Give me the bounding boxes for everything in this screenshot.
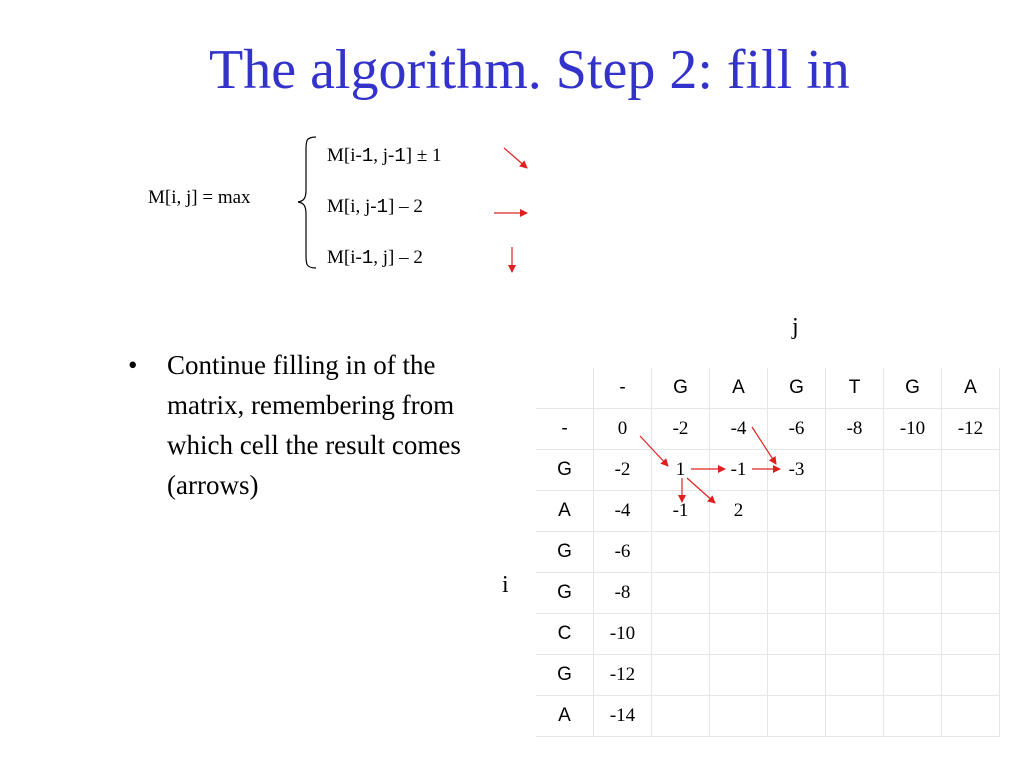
formula-lhs: M[i, j] = max (148, 187, 251, 208)
matrix-cell: -12 (942, 409, 1000, 450)
matrix-cell: -10 (594, 614, 652, 655)
formula-case-diagonal: M[i-1, j-1] ± 1 (327, 145, 442, 167)
matrix-cell: -4 (710, 409, 768, 450)
matrix-row-label: A (536, 491, 594, 532)
traceback-arrow-diag-1 (640, 436, 668, 466)
slide-title: The algorithm. Step 2: fill in (209, 39, 850, 101)
bullet-text: Continue filling in of the matrix, remembering from which cell the result comes (arrows) (167, 350, 461, 500)
matrix-cell: -2 (594, 450, 652, 491)
matrix-row-label: G (536, 573, 594, 614)
matrix-cell: 0 (594, 409, 652, 450)
matrix-header-cell: G (884, 368, 942, 409)
matrix-header-cell: T (826, 368, 884, 409)
matrix-cell: -14 (594, 696, 652, 737)
matrix-header-cell: A (710, 368, 768, 409)
matrix-cell: -12 (594, 655, 652, 696)
formula-case-up: M[i-1, j] – 2 (327, 247, 423, 269)
matrix-cell: -2 (652, 409, 710, 450)
matrix-row-label: A (536, 696, 594, 737)
axis-label-i: i (502, 572, 509, 598)
traceback-arrow-diag-2 (752, 427, 776, 464)
matrix-header-cell: A (942, 368, 1000, 409)
matrix-cell: -1 (710, 450, 768, 491)
matrix-cell: -10 (884, 409, 942, 450)
axis-label-j: j (792, 314, 799, 340)
traceback-arrow-diag-3 (687, 478, 715, 503)
matrix-cell: -8 (826, 409, 884, 450)
matrix-row-label: G (536, 450, 594, 491)
matrix-row-label: C (536, 614, 594, 655)
matrix-row-label: G (536, 655, 594, 696)
matrix-cell: -6 (768, 409, 826, 450)
matrix-cell: 2 (710, 491, 768, 532)
matrix-cell: -3 (768, 450, 826, 491)
matrix-row-label: G (536, 532, 594, 573)
matrix-row-label: - (536, 409, 594, 450)
matrix-cell: -6 (594, 532, 652, 573)
matrix-cell: -1 (652, 491, 710, 532)
bullet-icon: • (128, 350, 138, 380)
matrix-header-cell: G (768, 368, 826, 409)
matrix-cell: -4 (594, 491, 652, 532)
formula-case-left: M[i, j-1] – 2 (327, 196, 423, 218)
matrix-cell: -8 (594, 573, 652, 614)
matrix-cell: 1 (652, 450, 710, 491)
matrix-header-cell: G (652, 368, 710, 409)
matrix-header-cell: - (594, 368, 652, 409)
